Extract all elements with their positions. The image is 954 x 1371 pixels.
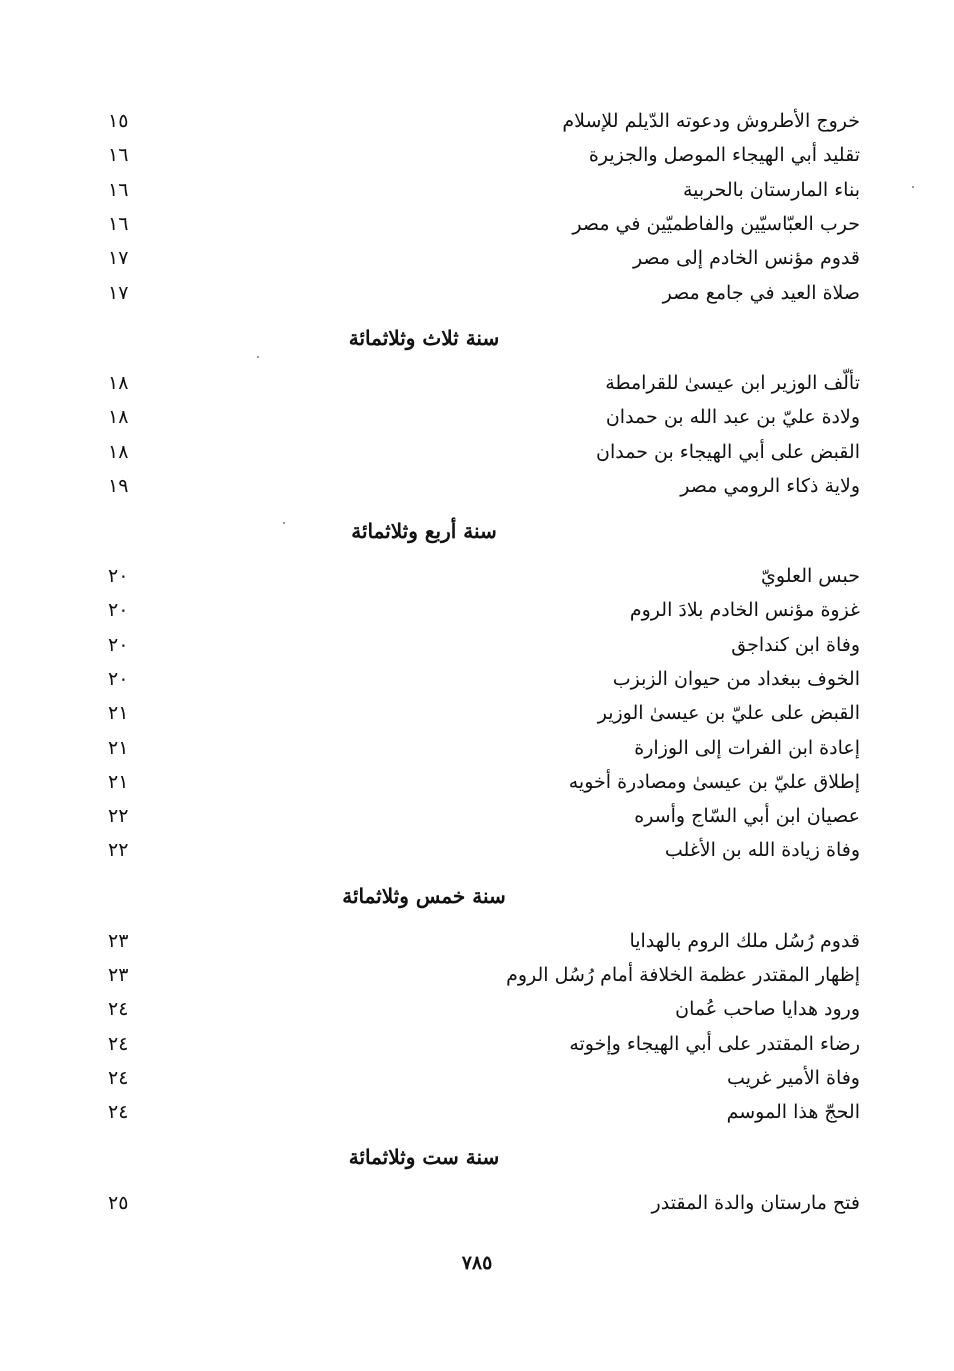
toc-entry-title: إطلاق عليّ بن عيسىٰ ومصادرة أخويه	[568, 770, 860, 793]
toc-entry-page: ١٥	[108, 110, 129, 133]
toc-entry-title: قدوم مؤنس الخادم إلى مصر	[632, 247, 860, 270]
toc-entry	[108, 241, 860, 275]
toc-entry-page: ٢٣	[108, 929, 129, 952]
toc-entry	[108, 1061, 860, 1095]
year-heading: سنة خمس وثلاثمائة	[342, 883, 506, 908]
toc-entry-page: ١٨	[108, 371, 129, 394]
year-heading: سنة ثلاث وثلاثمائة	[348, 325, 500, 350]
toc-entry-title: ولادة عليّ بن عبد الله بن حمدان	[605, 406, 860, 429]
toc-entry-title: صلاة العيد في جامع مصر	[662, 281, 860, 304]
toc-entry-page: ١٩	[108, 474, 129, 497]
toc-entry-title: تألّف الوزير ابن عيسىٰ للقرامطة	[605, 371, 860, 394]
toc-entry	[108, 366, 860, 400]
toc-entry-page: ٢٠	[108, 668, 129, 690]
toc-entry-page: ١٨	[108, 406, 129, 429]
toc-entry-title: وفاة ابن كنداجق	[731, 633, 860, 656]
toc-entry-page: ١٦	[108, 144, 129, 167]
toc-entry	[108, 400, 860, 434]
toc-entry	[108, 765, 860, 799]
toc-entry-title: الخوف ببغداد من حيوان الزبزب	[612, 668, 860, 690]
toc-entry-page: ٢٠	[108, 565, 129, 588]
toc-entry	[108, 1095, 860, 1129]
toc-entry-page: ١٧	[108, 281, 129, 304]
toc-entry-title: إظهار المقتدر عظمة الخلافة أمام رُسُل الروم	[506, 964, 860, 987]
toc-entry	[108, 696, 860, 730]
toc-entry-title: إعادة ابن الفرات إلى الوزارة	[634, 736, 860, 759]
toc-entry	[108, 662, 860, 696]
toc-entry-title: القبض على عليّ بن عيسىٰ الوزير	[597, 702, 860, 725]
toc-entry-page: ٢٤	[108, 998, 129, 1021]
toc-entry	[108, 992, 860, 1026]
toc-entry	[108, 1027, 860, 1061]
toc-entry-title: فتح مارستان والدة المقتدر	[651, 1191, 860, 1214]
toc-entry-page: ٢٠	[108, 599, 129, 622]
toc-entry	[108, 730, 860, 764]
toc-entry	[108, 559, 860, 593]
toc-entry-page: ١٦	[108, 178, 129, 201]
toc-entry-page: ١٦	[108, 213, 129, 236]
toc-entry-title: ورود هدايا صاحب عُمان	[675, 998, 860, 1021]
toc-entry-title: رضاء المقتدر على أبي الهيجاء وإخوته	[569, 1032, 860, 1055]
toc-entry-title: ولاية ذكاء الرومي مصر	[680, 474, 860, 497]
toc-entry-page: ٢١	[108, 702, 129, 725]
toc-entry-title: حبس العلويّ	[761, 565, 860, 588]
toc-entry-title: قدوم رُسُل ملك الروم بالهدايا	[629, 929, 860, 952]
toc-entry-page: ١٧	[108, 247, 129, 270]
toc-entry-page: ٢٢	[108, 839, 129, 862]
toc-entry	[108, 104, 860, 138]
toc-entry-title: حرب العبّاسيّين والفاطميّين في مصر	[572, 213, 860, 236]
toc-entry-title: وفاة الأمير غريب	[727, 1066, 860, 1089]
toc-entry-page: ٢٢	[108, 805, 129, 828]
toc-entry-page: ٢١	[108, 736, 129, 759]
toc-entry	[108, 434, 860, 468]
toc-entry	[108, 138, 860, 172]
toc-entry	[108, 1185, 860, 1219]
toc-entry	[108, 207, 860, 241]
toc-entry-page: ٢٤	[108, 1066, 129, 1089]
toc-entry	[108, 924, 860, 958]
toc-entry	[108, 958, 860, 992]
toc-entry-title: القبض على أبي الهيجاء بن حمدان	[596, 440, 860, 463]
year-heading: سنة أربع وثلاثمائة	[351, 518, 497, 543]
toc-entry-page: ١٨	[108, 440, 129, 463]
toc-entry	[108, 628, 860, 662]
toc-entry	[108, 275, 860, 309]
toc-entry-page: ٢٤	[108, 1101, 129, 1124]
toc-entry	[108, 593, 860, 627]
toc-entry	[108, 469, 860, 503]
toc-entry-title: الحجّ هذا الموسم	[726, 1101, 860, 1124]
toc-entry-title: عصيان ابن أبي السّاج وأسره	[634, 805, 860, 828]
scan-speck	[257, 356, 259, 358]
toc-entry-page: ٢٥	[108, 1191, 129, 1214]
toc-entry-title: بناء المارستان بالحربية	[682, 178, 860, 201]
toc-entry-title: وفاة زيادة الله بن الأغلب	[664, 839, 860, 862]
scan-speck	[283, 522, 285, 524]
toc-entry	[108, 799, 860, 833]
toc-entry-page: ٢١	[108, 770, 129, 793]
scan-speck	[912, 186, 914, 188]
toc-entry-page: ٢٣	[108, 964, 129, 987]
toc-entry-page: ٢٠	[108, 633, 129, 656]
table-of-contents	[108, 104, 860, 1220]
year-heading: سنة ست وثلاثمائة	[348, 1145, 500, 1170]
toc-entry-title: غزوة مؤنس الخادم بلادَ الروم	[629, 599, 860, 622]
page-number: ٧٨٥	[461, 1252, 493, 1274]
toc-entry-title: خروج الأطروش ودعوته الدّيلم للإسلام	[562, 110, 860, 133]
toc-entry-title: تقليد أبي الهيجاء الموصل والجزيرة	[588, 144, 860, 167]
toc-entry	[108, 833, 860, 867]
toc-entry	[108, 173, 860, 207]
toc-entry-page: ٢٤	[108, 1032, 129, 1055]
